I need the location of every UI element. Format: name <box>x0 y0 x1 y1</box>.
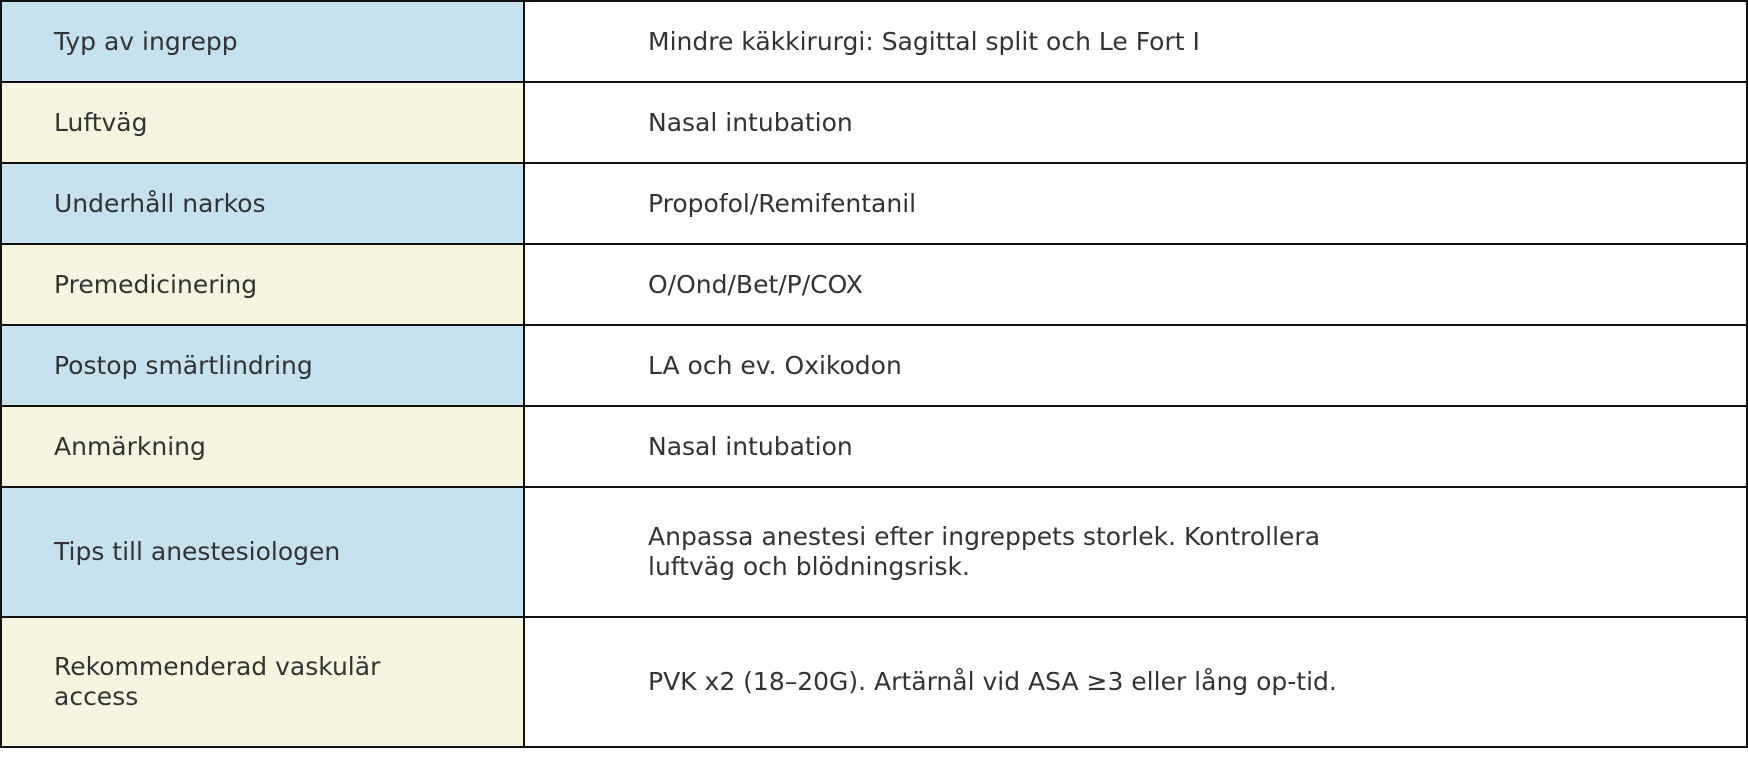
row-label-cell <box>1 163 524 244</box>
row-label-cell <box>1 82 524 163</box>
table-row <box>1 617 1747 747</box>
row-label: Postop smärtlindring <box>54 350 313 380</box>
row-value-cell <box>524 163 1747 244</box>
row-value: Nasal intubation <box>648 107 853 137</box>
row-value-cell <box>524 244 1747 325</box>
row-value: LA och ev. Oxikodon <box>648 350 902 380</box>
row-label: Rekommenderad vaskulär access <box>54 652 381 711</box>
row-value-cell <box>524 1 1747 82</box>
row-label-cell <box>1 406 524 487</box>
table-row <box>1 1 1747 82</box>
table-row <box>1 244 1747 325</box>
row-label-cell <box>1 1 524 82</box>
row-label-cell <box>1 244 524 325</box>
table-row <box>1 163 1747 244</box>
row-label-cell <box>1 617 524 747</box>
row-value: O/Ond/Bet/P/COX <box>648 269 863 299</box>
row-value: Nasal intubation <box>648 431 853 461</box>
table-row <box>1 82 1747 163</box>
row-value: PVK x2 (18–20G). Artärnål vid ASA ≥3 eller lång op-tid. <box>648 667 1337 696</box>
row-label: Anmärkning <box>54 431 206 461</box>
row-value-cell <box>524 487 1747 617</box>
row-label-cell <box>1 487 524 617</box>
table-row <box>1 406 1747 487</box>
table-row <box>1 325 1747 406</box>
row-value-cell <box>524 406 1747 487</box>
table-row <box>1 487 1747 617</box>
row-value: Mindre käkkirurgi: Sagittal split och Le Fort I <box>648 26 1200 56</box>
row-label: Premedicinering <box>54 269 258 299</box>
row-value: Propofol/Remifentanil <box>648 188 917 218</box>
row-label: Underhåll narkos <box>54 188 266 218</box>
row-value-cell <box>524 325 1747 406</box>
row-label: Tips till anestesiologen <box>54 537 341 566</box>
row-value-cell <box>524 82 1747 163</box>
row-value: Anpassa anestesi efter ingreppets storlek. Kontrollera luftväg och blödningsrisk. <box>648 522 1321 581</box>
row-value-cell <box>524 617 1747 747</box>
row-label: Luftväg <box>54 107 148 137</box>
row-label-cell <box>1 325 524 406</box>
row-label: Typ av ingrepp <box>54 26 238 56</box>
